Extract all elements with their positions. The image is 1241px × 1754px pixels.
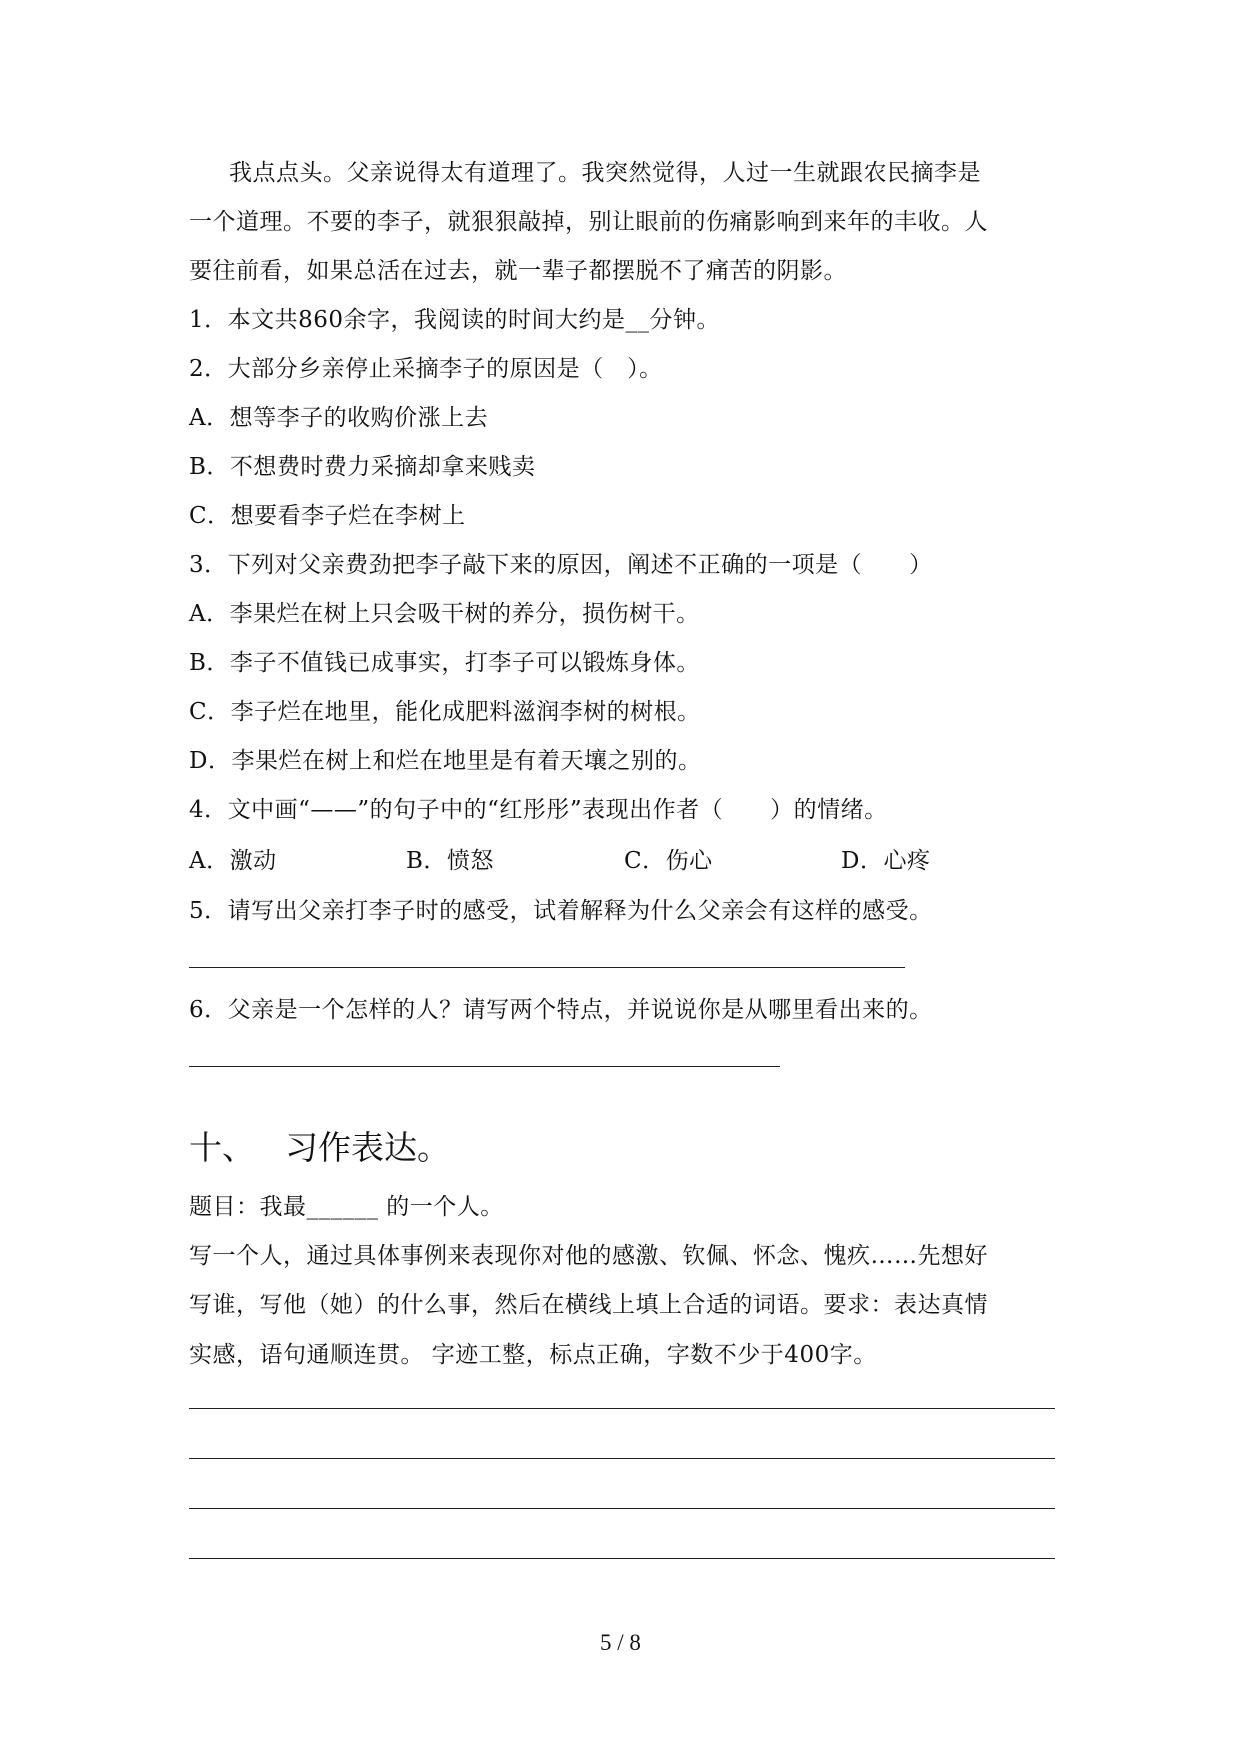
question-4-option-b: B．愤怒 bbox=[406, 848, 494, 874]
essay-topic: 题目：我最______ 的一个人。 bbox=[189, 1194, 504, 1220]
question-2-option-c: C．想要看李子烂在李树上 bbox=[189, 503, 466, 529]
question-4-option-c: C．伤心 bbox=[624, 848, 713, 874]
question-3-option-d: D．李果烂在树上和烂在地里是有着天壤之别的。 bbox=[189, 748, 702, 774]
section-10-heading bbox=[189, 1128, 450, 1168]
page-number: 5 / 8 bbox=[600, 1630, 641, 1655]
question-1: 1．本文共860余字，我阅读的时间大约是__分钟。 bbox=[189, 307, 721, 333]
section-10-title: 习作表达。 bbox=[285, 1128, 450, 1167]
question-5: 5．请写出父亲打李子时的感受，试着解释为什么父亲会有这样的感受。 bbox=[189, 898, 933, 924]
writing-line bbox=[189, 1408, 1055, 1409]
question-4-option-d: D．心疼 bbox=[841, 848, 931, 874]
passage-line-1: 我点点头。父亲说得太有道理了。我突然觉得，人过一生就跟农民摘李是 bbox=[229, 160, 981, 186]
answer-line-q5 bbox=[189, 967, 905, 968]
essay-instruction-line-3: 实感，语句通顺连贯。 字迹工整，标点正确，字数不少于400字。 bbox=[189, 1342, 877, 1368]
question-4-option-a: A．激动 bbox=[189, 848, 277, 874]
essay-instruction-line-1: 写一个人，通过具体事例来表现你对他的感激、钦佩、怀念、愧疚……先想好 bbox=[189, 1243, 988, 1269]
question-3-option-c: C．李子烂在地里，能化成肥料滋润李树的树根。 bbox=[189, 699, 701, 725]
essay-instruction-line-2: 写谁，写他（她）的什么事，然后在横线上填上合适的词语。要求：表达真情 bbox=[189, 1292, 988, 1318]
passage-line-3: 要往前看，如果总活在过去，就一辈子都摆脱不了痛苦的阴影。 bbox=[189, 258, 847, 284]
writing-line bbox=[189, 1458, 1055, 1459]
question-6: 6．父亲是一个怎样的人？请写两个特点，并说说你是从哪里看出来的。 bbox=[189, 997, 933, 1023]
question-2-option-a: A．想等李子的收购价涨上去 bbox=[189, 405, 489, 431]
question-3-option-b: B．李子不值钱已成事实，打李子可以锻炼身体。 bbox=[189, 650, 700, 676]
question-2-option-b: B．不想费时费力采摘却拿来贱卖 bbox=[189, 454, 536, 480]
section-10-number: 十、 bbox=[189, 1128, 255, 1167]
answer-line-q6 bbox=[189, 1066, 780, 1067]
passage-line-2: 一个道理。不要的李子，就狠狠敲掉，别让眼前的伤痛影响到来年的丰收。人 bbox=[189, 209, 988, 235]
question-3-option-a: A．李果烂在树上只会吸干树的养分，损伤树干。 bbox=[189, 601, 700, 627]
question-4-stem: 4．文中画“——”的句子中的“红彤彤”表现出作者（ ）的情绪。 bbox=[189, 797, 888, 823]
question-3-stem: 3．下列对父亲费劲把李子敲下来的原因，阐述不正确的一项是（ ） bbox=[189, 552, 933, 578]
writing-line bbox=[189, 1558, 1055, 1559]
question-2-stem: 2．大部分乡亲停止采摘李子的原因是（ ）。 bbox=[189, 356, 663, 382]
writing-line bbox=[189, 1508, 1055, 1509]
